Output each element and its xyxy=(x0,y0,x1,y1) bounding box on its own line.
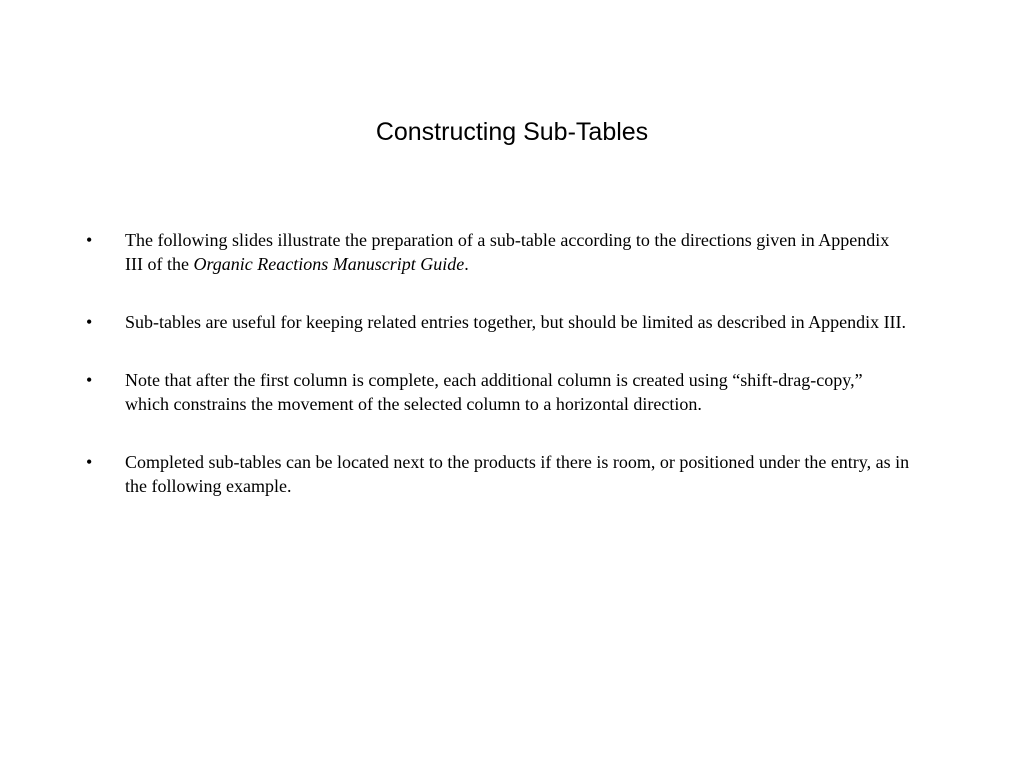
bullet-icon: • xyxy=(86,452,93,472)
manuscript-guide-title: Organic Reactions Manuscript Guide xyxy=(193,254,465,274)
bullet-text-part: . xyxy=(464,254,469,274)
slide-title: Constructing Sub-Tables xyxy=(375,118,649,146)
bullet-text xyxy=(125,228,910,276)
bullet-item xyxy=(0,228,1024,276)
bullet-text: Sub-tables are useful for keeping related entries together, but should be limited as described in Appendix III. xyxy=(125,312,907,332)
bullet-text-part: The following slides illustrate the preparation of a sub-table according to the directions given in Appendix III of the xyxy=(125,230,890,274)
bullet-icon: • xyxy=(86,370,93,390)
bullet-icon: • xyxy=(86,312,93,332)
bullet-item xyxy=(0,368,1024,416)
bullet-text: Completed sub-tables can be located next to the products if there is room, or positioned under the entry, as in the following example. xyxy=(125,452,910,496)
bullet-icon: • xyxy=(86,230,93,250)
bullet-list xyxy=(0,228,1024,532)
bullet-text: Note that after the first column is complete, each additional column is created using “shift-drag-copy,” which constrains the movement of the selected column to a horizontal direction. xyxy=(125,370,863,414)
bullet-item xyxy=(0,310,1024,334)
bullet-item xyxy=(0,450,1024,498)
